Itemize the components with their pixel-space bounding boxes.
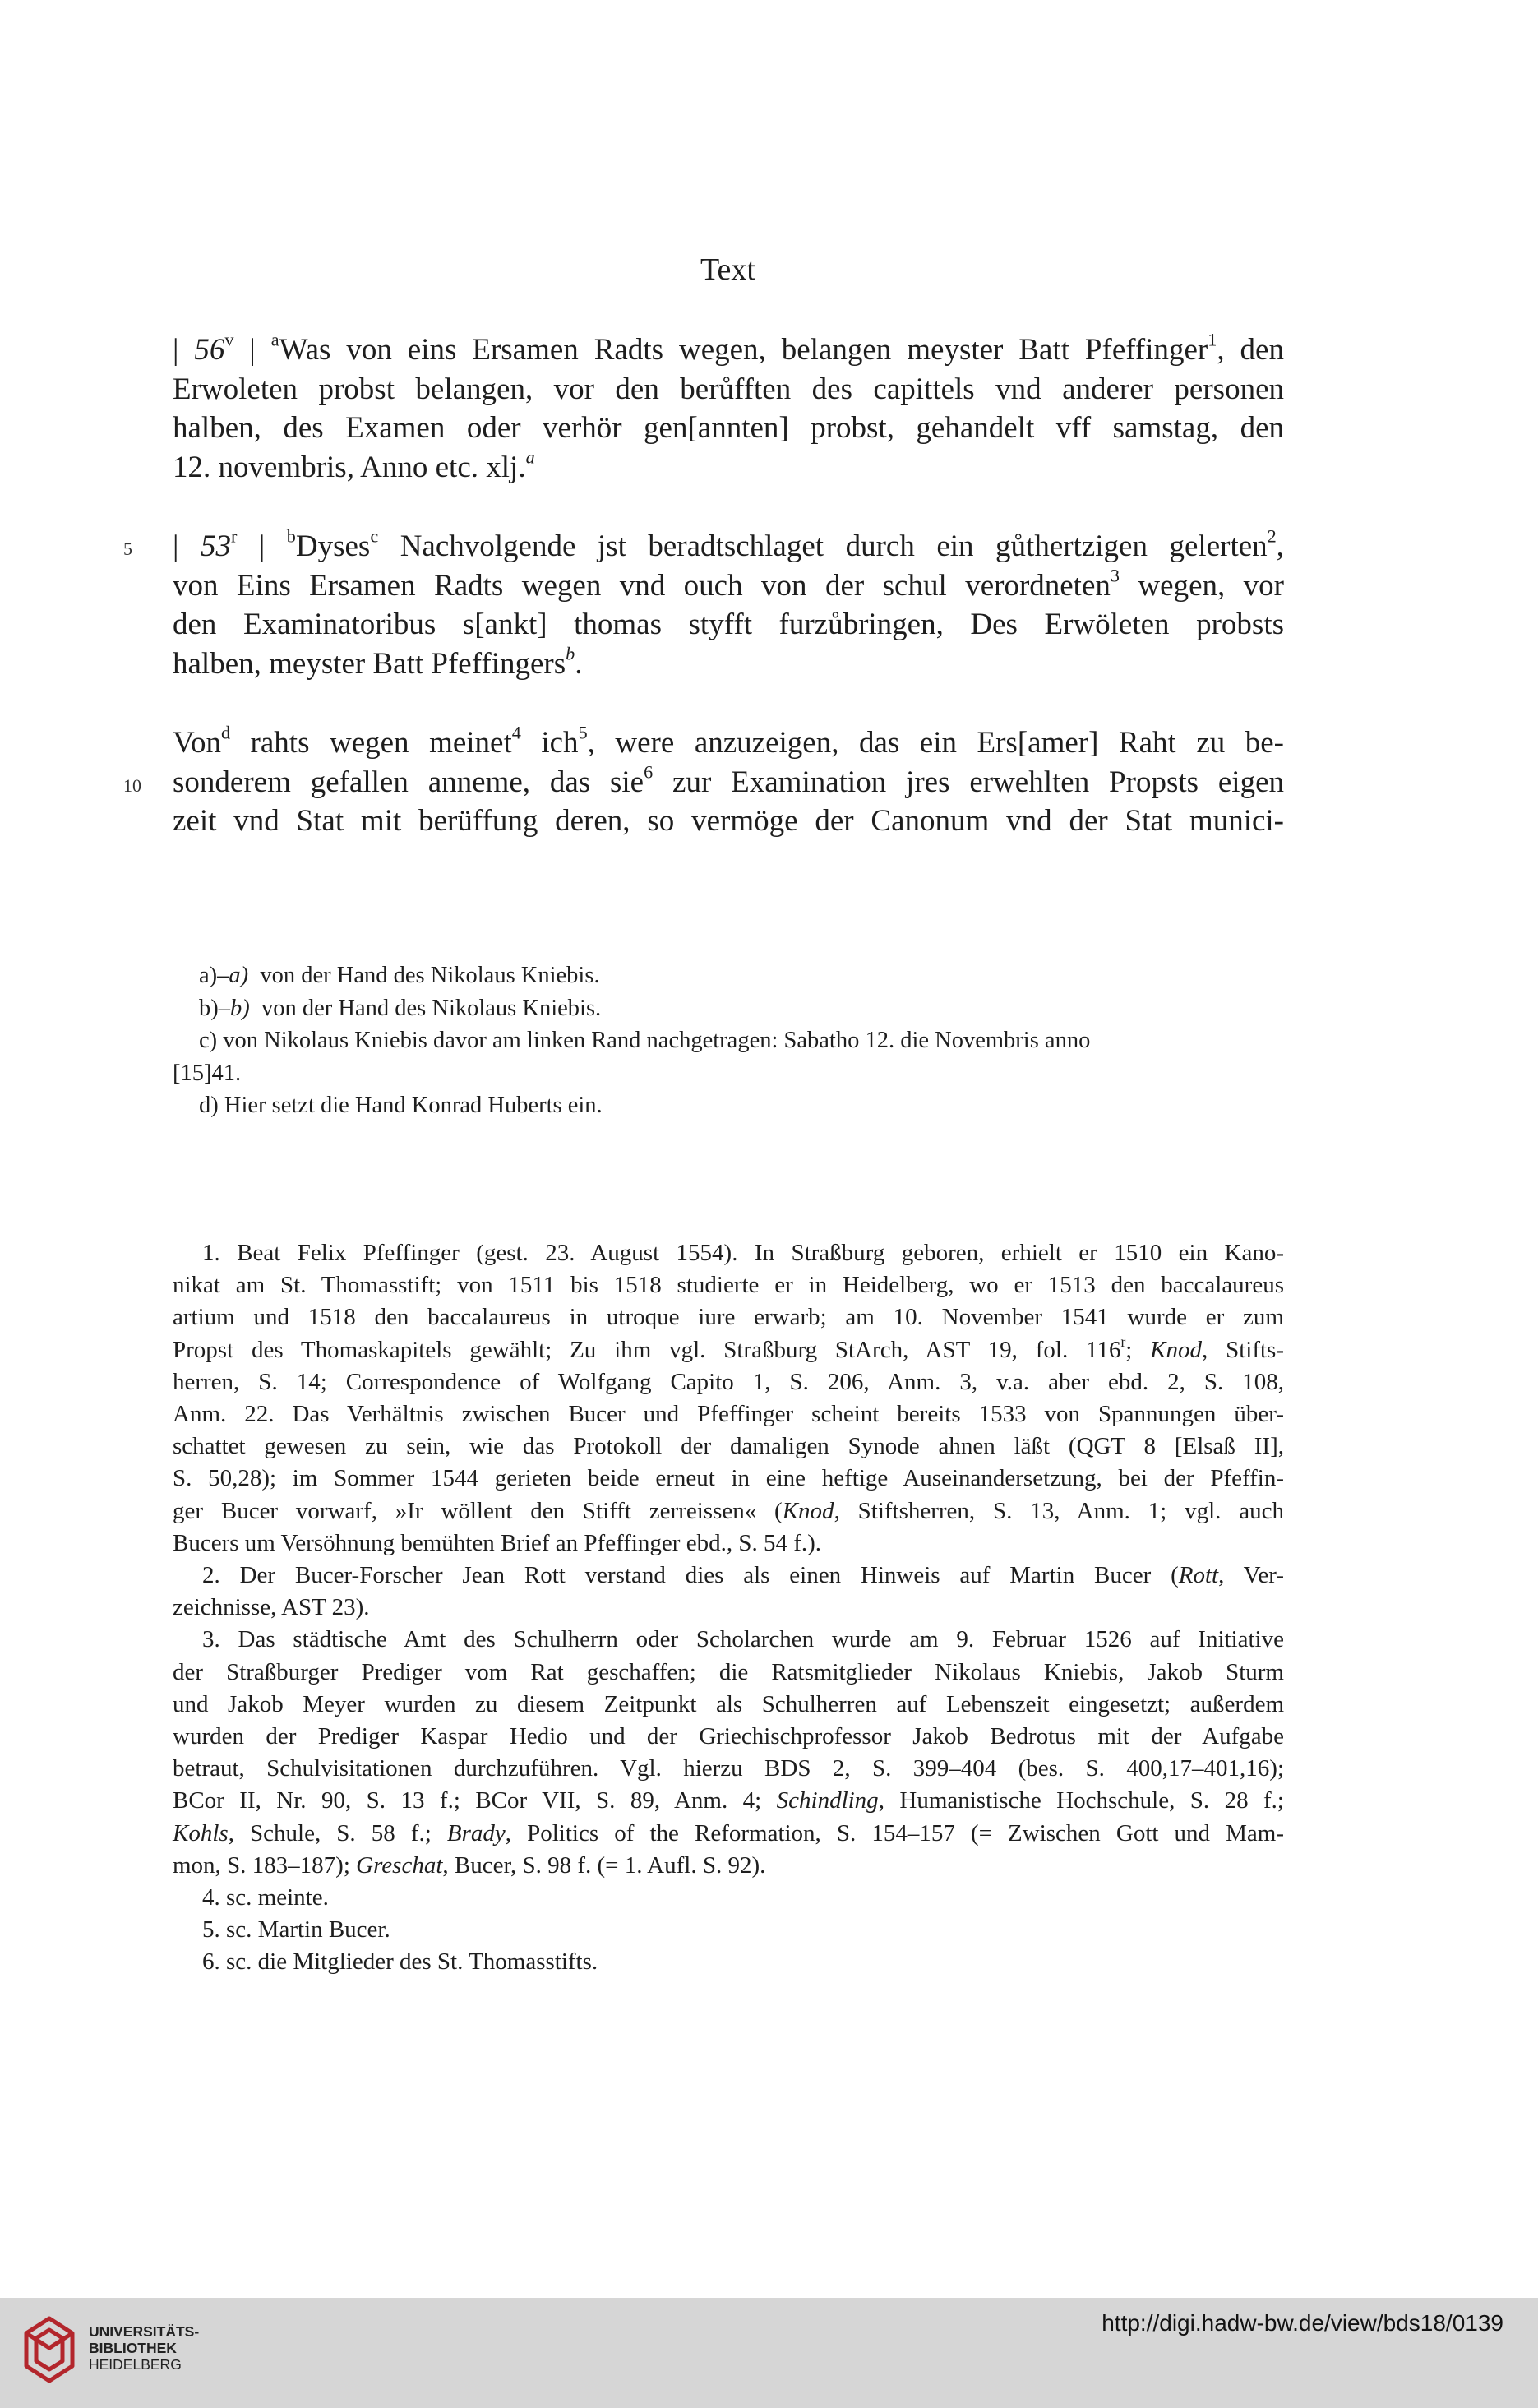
text-line: sonderem gefallen anneme, das sie$^6$ zur Examination jres erwehlten Propsts eigen (173, 760, 1284, 799)
footnote-line: betraut, Schulvisitationen durchzuführen. Vgl. hierzu BDS 2, S. 399–404 (bes. S. 400,17–401,16); (173, 1755, 1284, 1782)
text-line: halben, meyster Batt Pfeffingers$^b$. (173, 642, 583, 681)
footnote-line: und Jakob Meyer wurden zu diesem Zeitpunkt als Schulherren auf Lebenszeit eingesetzt; außerdem (173, 1690, 1284, 1717)
apparatus-entry: b)–b) von der Hand des Nikolaus Kniebis. (199, 995, 602, 1021)
apparatus-entry-continued: [15]41. (173, 1060, 242, 1086)
footnote-line: 2. Der Bucer-Forscher Jean Rott verstand dies als einen Hinweis auf Martin Bucer (Rott, Ver- (202, 1562, 1284, 1589)
footnote-line: Propst des Thomaskapitels gewählt; Zu ihm vgl. Straßburg StArch, AST 19, fol. 116$^r$; Knod, Stifts- (173, 1333, 1285, 1363)
footnote-line: zeichnisse, AST 23). (173, 1594, 370, 1621)
footnote-line: 1. Beat Felix Pfeffinger (gest. 23. August 1554). In Straßburg geboren, erhielt er 1510 ein Kano- (202, 1240, 1284, 1266)
line-number-5: 5 (123, 538, 132, 559)
text-line: | 56$^v$ | $^a$Was von eins Ersamen Radts wegen, belangen meyster Batt Pfeffinger$^1$, den (173, 329, 1284, 367)
apparatus-entry: a)–a) von der Hand des Nikolaus Kniebis. (199, 963, 600, 988)
footnote-line: 5. sc. Martin Bucer. (202, 1916, 390, 1944)
footnote-line: nikat am St. Thomasstift; von 1511 bis 1518 studierte er in Heidelberg, wo er 1513 den baccalaureus (173, 1272, 1284, 1299)
text-line: den Examinatoribus s[ankt] thomas styfft furzůbringen, Des Erwöleten probsts (173, 608, 1284, 641)
library-logo-icon (21, 2309, 77, 2391)
library-logo-text (89, 2323, 199, 2373)
footnote-line: mon, S. 183–187); Greschat, Bucer, S. 98 f. (= 1. Aufl. S. 92). (173, 1851, 766, 1879)
source-url-link[interactable]: http://digi.hadw-bw.de/view/bds18/0139 (1102, 2310, 1503, 2336)
text-line: Erwoleten probst belangen, vor den berůfften des capittels vnd anderer personen (173, 372, 1284, 406)
text-line: halben, des Examen oder verhör gen[annten] probst, gehandelt vff samstag, den (173, 411, 1284, 445)
text-line: zeit vnd Stat mit berüffung deren, so vermöge der Canonum vnd der Stat munici- (173, 804, 1284, 838)
running-head: Text (700, 252, 755, 287)
text-line: von Eins Ersamen Radts wegen vnd ouch von der schul verordneten$^3$ wegen, vor (173, 564, 1284, 603)
footnote-line: Kohls, Schule, S. 58 f.; Brady, Politics of the Reformation, S. 154–157 (= Zwischen Gott und Mam- (173, 1819, 1284, 1846)
text-line: Von$^d$ rahts wegen meinet$^4$ ich$^5$, were anzuzeigen, das ein Ers[amer] Raht zu be- (173, 722, 1284, 760)
footnote-line: schattet gewesen zu sein, wie das Protokoll der damaligen Synode ahnen läßt (QGT 8 [Elsaß II], (173, 1433, 1284, 1460)
paragraph-2 (173, 527, 1284, 683)
footnotes (173, 1237, 1284, 1979)
critical-apparatus (173, 959, 1284, 1122)
footnote-line: wurden der Prediger Kaspar Hedio und der Griechischprofessor Jakob Bedrotus mit der Aufgabe (173, 1723, 1284, 1750)
footnote-line: BCor II, Nr. 90, S. 13 f.; BCor VII, S. 89, Anm. 4; Schindling, Humanistische Hochschule, S. 28 f.; (173, 1787, 1284, 1814)
paragraph-1 (173, 330, 1284, 487)
footnote-line: Bucers um Versöhnung bemühten Brief an Pfeffinger ebd., S. 54 f.). (173, 1529, 822, 1556)
footnote-line: Anm. 22. Das Verhältnis zwischen Bucer und Pfeffinger scheint bereits 1533 von Spannungen über- (173, 1401, 1284, 1428)
logo-line: HEIDELBERG (89, 2356, 182, 2373)
footnote-line: 3. Das städtische Amt des Schulherrn oder Scholarchen wurde am 9. Februar 1526 auf Initiative (202, 1626, 1284, 1653)
footnote-line: artium und 1518 den baccalaureus in utroque iure erwarb; am 10. November 1541 wurde er zum (173, 1304, 1284, 1331)
logo-line: UNIVERSITÄTS- (89, 2323, 200, 2340)
text-line: | 53$^r$ | $^b$Dyses$^c$ Nachvolgende jst beradtschlaget durch ein gůthertzigen gelerten$^2$, (173, 525, 1284, 563)
footnote-line: 4. sc. meinte. (202, 1884, 329, 1911)
line-number-10: 10 (123, 775, 141, 796)
footnote-line: der Straßburger Prediger vom Rat geschaffen; die Ratsmitglieder Nikolaus Kniebis, Jakob Sturm (173, 1658, 1284, 1685)
logo-line: BIBLIOTHEK (89, 2340, 177, 2356)
footnote-line: 6. sc. die Mitglieder des St. Thomasstifts. (202, 1948, 598, 1976)
footnote-line: ger Bucer vorwarf, »Ir wöllent den Stifft zerreissen« (Knod, Stiftsherren, S. 13, Anm. 1; vgl. auch (173, 1497, 1284, 1524)
paragraph-3 (173, 723, 1284, 841)
apparatus-entry: c) von Nikolaus Kniebis davor am linken Rand nachgetragen: Sabatho 12. die Novembris anno (199, 1028, 1091, 1053)
text-line: 12. novembris, Anno etc. xlj.$^a$ (173, 446, 535, 484)
apparatus-entry: d) Hier setzt die Hand Konrad Huberts ein. (199, 1093, 603, 1118)
footnote-line: herren, S. 14; Correspondence of Wolfgang Capito 1, S. 206, Anm. 3, v.a. aber ebd. 2, S. 108, (173, 1368, 1284, 1395)
footnote-line: S. 50,28); im Sommer 1544 gerieten beide erneut in eine heftige Auseinandersetzung, bei der Pfeffin- (173, 1465, 1284, 1492)
